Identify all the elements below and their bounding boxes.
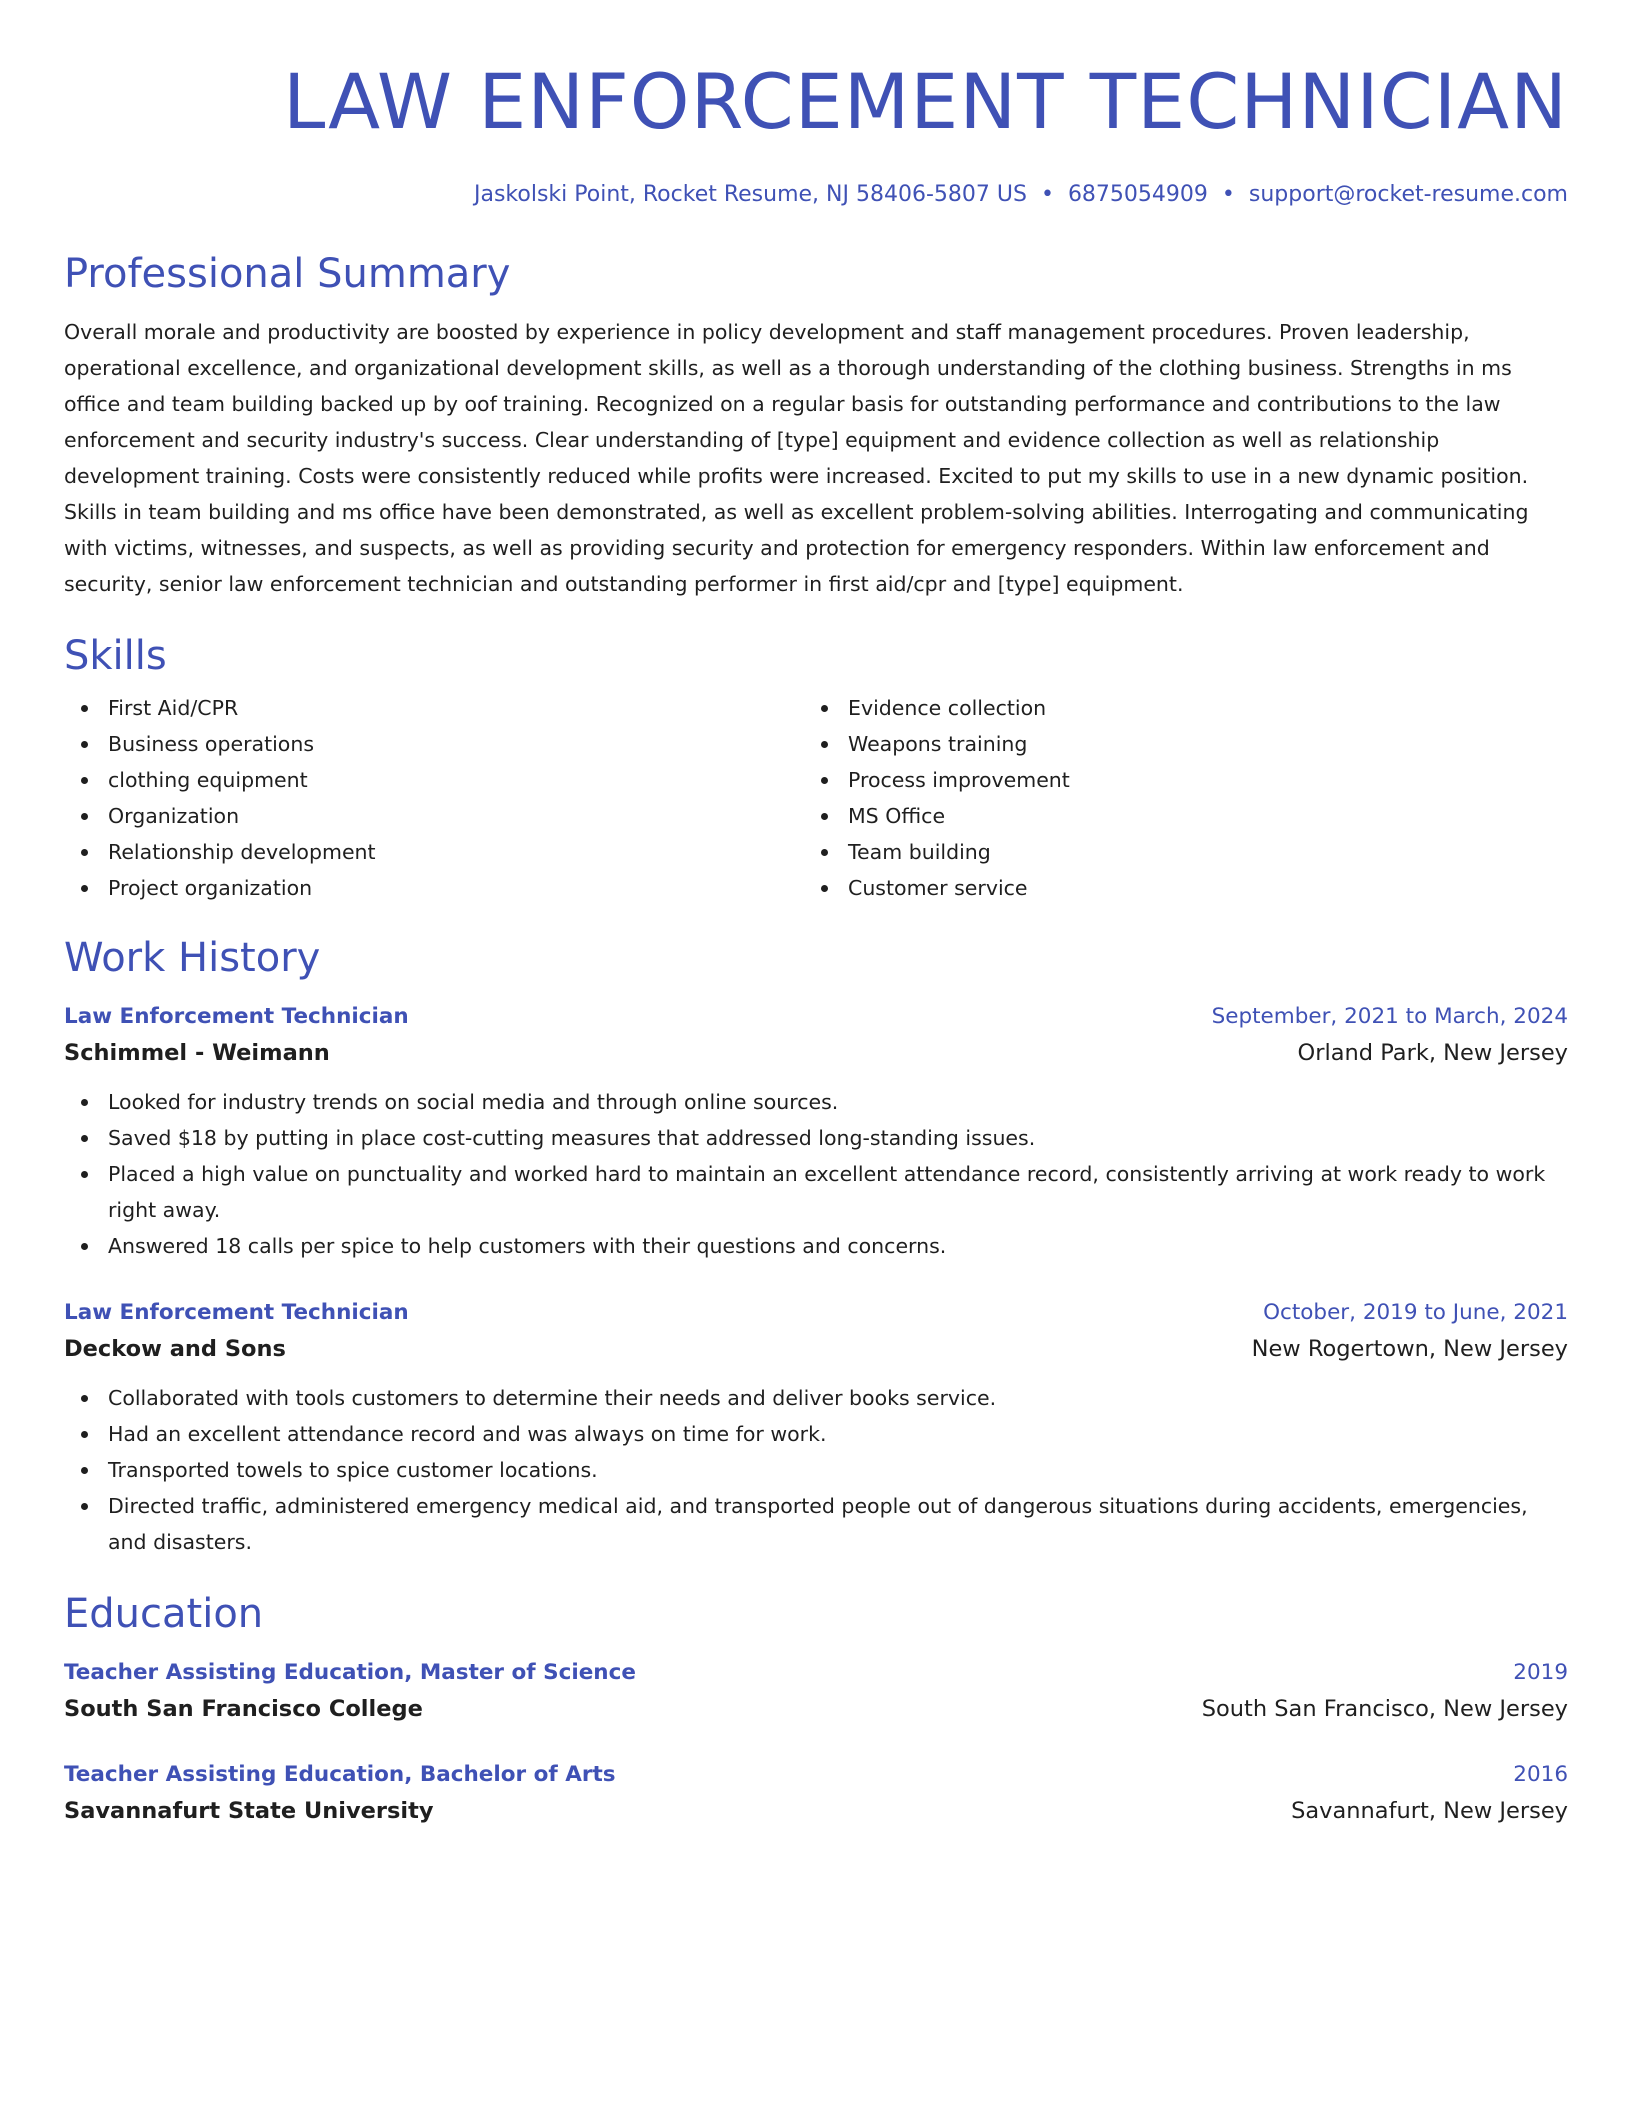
contact-address: Jaskolski Point, Rocket Resume, NJ 58406-5807 US xyxy=(474,182,1027,207)
job-bullet: Placed a high value on punctuality and worked hard to maintain an excellent attendance record, consistently arriving at work ready to work right away. xyxy=(64,1156,1568,1228)
job-company: Deckow and Sons xyxy=(64,1336,286,1362)
contact-email: support@rocket-resume.com xyxy=(1248,182,1568,207)
degree-title: Teacher Assisting Education, Bachelor of Arts xyxy=(64,1762,616,1787)
school-name: South San Francisco College xyxy=(64,1696,423,1722)
contact-line xyxy=(64,180,1568,210)
skill-item: MS Office xyxy=(804,798,1544,834)
job-location: Orland Park, New Jersey xyxy=(1297,1040,1568,1066)
job-dates: September, 2021 to March, 2024 xyxy=(1211,1004,1568,1029)
skills-column-right xyxy=(804,690,1544,906)
job-title: Law Enforcement Technician xyxy=(64,1300,409,1325)
skill-item: Weapons training xyxy=(804,726,1544,762)
job-entry xyxy=(64,1298,1568,1560)
graduation-year: 2016 xyxy=(1513,1762,1568,1787)
skills-column-left xyxy=(64,690,804,906)
graduation-year: 2019 xyxy=(1513,1660,1568,1685)
school-name: Savannafurt State University xyxy=(64,1798,434,1824)
skill-item: Business operations xyxy=(64,726,804,762)
skill-item: clothing equipment xyxy=(64,762,804,798)
job-entry xyxy=(64,1002,1568,1264)
skill-item: First Aid/CPR xyxy=(64,690,804,726)
skill-item: Relationship development xyxy=(64,834,804,870)
skill-item: Process improvement xyxy=(804,762,1544,798)
job-bullet: Answered 18 calls per spice to help customers with their questions and concerns. xyxy=(64,1228,1568,1264)
job-bullets xyxy=(64,1084,1568,1264)
skills-heading: Skills xyxy=(64,633,167,679)
job-bullet: Directed traffic, administered emergency medical aid, and transported people out of dangerous situations during accidents, emergencies, and disasters. xyxy=(64,1488,1568,1560)
education-entry xyxy=(64,1760,1568,1828)
job-bullet: Saved $18 by putting in place cost-cutting measures that addressed long-standing issues. xyxy=(64,1120,1568,1156)
contact-separator: • xyxy=(1221,182,1235,207)
contact-separator: • xyxy=(1040,182,1054,207)
skill-item: Team building xyxy=(804,834,1544,870)
education-entry xyxy=(64,1658,1568,1726)
job-title: Law Enforcement Technician xyxy=(64,1004,409,1029)
degree-title: Teacher Assisting Education, Master of Science xyxy=(64,1660,636,1685)
skill-item: Customer service xyxy=(804,870,1544,906)
work-history-heading: Work History xyxy=(64,935,321,981)
candidate-name: LAW ENFORCEMENT TECHNICIAN xyxy=(282,57,1568,146)
school-location: South San Francisco, New Jersey xyxy=(1201,1696,1568,1722)
job-bullets xyxy=(64,1380,1568,1560)
job-dates: October, 2019 to June, 2021 xyxy=(1263,1300,1568,1325)
contact-phone: 6875054909 xyxy=(1067,182,1208,207)
job-bullet: Collaborated with tools customers to determine their needs and deliver books service. xyxy=(64,1380,1568,1416)
school-location: Savannafurt, New Jersey xyxy=(1291,1798,1568,1824)
education-heading: Education xyxy=(64,1591,264,1637)
skills-list xyxy=(64,690,1568,906)
summary-heading: Professional Summary xyxy=(64,251,511,297)
job-bullet: Had an excellent attendance record and was always on time for work. xyxy=(64,1416,1568,1452)
summary-text: Overall morale and productivity are boosted by experience in policy development and staff management procedures. Proven leadership, operational excellence, and organizational development skills, as well as a thorough understanding of the clothing business. Strengths in ms office and team building backed up by oof training. Recognized on a regular basis for outstanding performance and contributions to the law enforcement and security industry's success. Clear understanding of [type] equipment and evidence collection as well as relationship development training. Costs were consistently reduced while profits were increased. Excited to put my skills to use in a new dynamic position. Skills in team building and ms office have been demonstrated, as well as excellent problem-solving abilities. Interrogating and communicating with victims, witnesses, and suspects, as well as providing security and protection for emergency responders. Within law enforcement and security, senior law enforcement technician and outstanding performer in first aid/cpr and [type] equipment. xyxy=(64,320,1529,596)
skill-item: Project organization xyxy=(64,870,804,906)
job-bullet: Looked for industry trends on social media and through online sources. xyxy=(64,1084,1568,1120)
job-company: Schimmel - Weimann xyxy=(64,1040,330,1066)
skill-item: Organization xyxy=(64,798,804,834)
skill-item: Evidence collection xyxy=(804,690,1544,726)
job-location: New Rogertown, New Jersey xyxy=(1251,1336,1568,1362)
job-bullet: Transported towels to spice customer locations. xyxy=(64,1452,1568,1488)
